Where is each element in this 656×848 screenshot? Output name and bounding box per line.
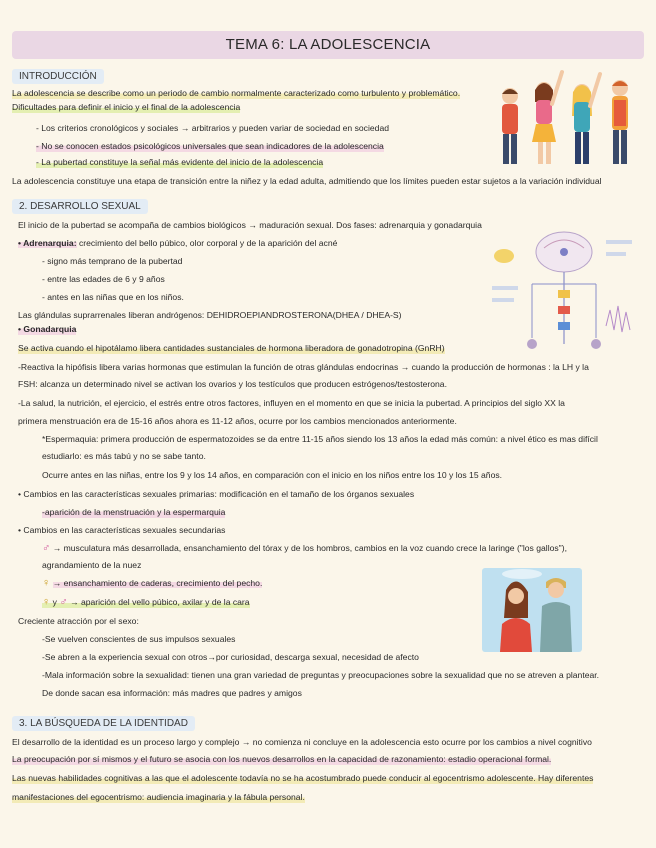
page-title: TEMA 6: LA ADOLESCENCIA [225,36,431,53]
and-conjunction: y [52,597,57,607]
suprarrenales-line: Las glándulas suprarrenales liberan andrógenos: DEHIDROEPIANDROSTERONA(DHEA / DHEA-S) [18,310,402,320]
title-banner [12,31,644,59]
female-symbol-icon: ♀ [42,577,51,589]
attraction-point-3: -Mala información sobre la sexualidad: tienen una gran variedad de preguntas y preocupaciones sobre la sexualidad que no se atreven a plantear. [42,670,600,680]
male-changes-line-2: agrandamiento de la nuez [42,560,142,570]
gonadarquia-label: • Gonadarquia [18,324,77,334]
identity-line-1: El desarrollo de la identidad es un proceso largo y complejo → no comienza ni concluye en la adolescencia esto ocurre por los cambios a nivel cognitivo [12,737,592,747]
adrenarquia-point-2: - entre las edades de 6 y 9 años [42,274,165,284]
identity-line-3: Las nuevas habilidades cognitivas a las que el adolescente todavía no se ha acostumbrado puede conducir al egocentrismo adolescente. Hay diferentes [12,773,594,783]
intro-line-3: - Los criterios cronológicos y sociales → arbitrarios y pueden variar de sociedad en sociedad [36,123,389,133]
intro-line-2: Dificultades para definir el inicio y el final de la adolescencia [12,102,241,112]
attraction-heading: Creciente atracción por el sexo: [18,616,139,626]
espermaquia-line-1: *Espermaquia: primera producción de espermatozoides se da entre 11-15 años siendo los 13 años la edad más común: a nivel ético es mas difícil [42,434,598,444]
female-changes-line [42,578,262,589]
both-changes-line [42,597,250,608]
hormone-diagram-illustration [488,226,640,358]
male-symbol-icon: ♂ [42,542,51,554]
male-symbol-icon-2: ♂ [59,596,68,608]
section-heading-sexual: 2. DESARROLLO SEXUAL [12,199,148,214]
section-heading-identity: 3. LA BÚSQUEDA DE LA IDENTIDAD [12,716,195,731]
intro-line-4: - No se conocen estados psicológicos universales que sean indicadores de la adolescencia [36,141,384,151]
attraction-point-2: -Se abren a la experiencia sexual con otros→por curiosidad, descarga sexual, necesidad de afecto [42,652,419,662]
attraction-point-4: De donde sacan esa información: más madres que padres y amigos [42,688,302,698]
intro-line-6: La adolescencia constituye una etapa de transición entre la niñez y la edad adulta, admitiendo que los límites pueden estar sujetos a la variación individual [12,176,602,186]
teen-couple-illustration [482,568,582,652]
gonadarquia-line-5: primera menstruación era de 15-16 años ahora es 11-12 años, ocurre por los cambios mencionados anteriormente. [18,416,457,426]
section-heading-intro: INTRODUCCIÓN [12,69,104,84]
male-changes-text: → musculatura más desarrollada, ensanchamiento del tórax y de los hombros, cambios en la voz cuando crece la laringe ("los gallos"), [52,543,567,553]
female-changes-text: → ensanchamiento de caderas, crecimiento del pecho. [52,578,263,588]
identity-line-2: La preocupación por sí mismos y el futuro se asocia con los nuevos desarrollos en la capacidad de razonamiento: estadio operacional formal. [12,754,552,764]
primary-characteristics-point: -aparición de la menstruación y la espermarquia [42,507,226,517]
intro-line-1: La adolescencia se describe como un periodo de cambio normalmente caracterizado como turbulento y problemático. [12,88,461,98]
gonadarquia-line-1: Se activa cuando el hipotálamo libera cantidades sustanciales de hormona liberadora de gonadotropina (GnRH) [18,343,445,353]
attraction-point-1: -Se vuelven conscientes de sus impulsos sexuales [42,634,236,644]
adrenarquia-description: crecimiento del bello púbico, olor corporal y de la aparición del acné [76,238,338,248]
gonadarquia-line-3: FSH: alcanza un determinado nivel se activan los ovarios y los testículos que producen estrógenos/testosterona. [18,379,447,389]
intro-line-5: - La pubertad constituye la señal más evidente del inicio de la adolescencia [36,157,324,167]
adrenarquia-line [18,238,337,249]
espermaquia-line-2: estudiarlo: es más tabú y no se sabe tanto. [42,451,206,461]
gonadarquia-line-2: -Reactiva la hipófisis libera varias hormonas que estimulan la función de otras glándulas endocrinas → cuando la producción de hormonas : la LH y la [18,362,589,372]
secondary-characteristics-line: • Cambios en las características sexuales secundarias [18,525,226,535]
adrenarquia-label: • Adrenarquia: [18,238,77,248]
espermaquia-line-3: Ocurre antes en las niñas, entre los 9 y los 14 años, en comparación con el inicio en los niños entre los 10 y los 15 años. [42,470,503,480]
sexual-line-intro: El inicio de la pubertad se acompaña de cambios biológicos → maduración sexual. Dos fases: adrenarquia y gonadarquia [18,220,482,230]
female-symbol-icon-2: ♀ [42,596,51,608]
both-changes-text: → aparición del vello púbico, axilar y de la cara [69,597,250,607]
gonadarquia-line-4: -La salud, la nutrición, el ejercicio, el estrés entre otros factores, influyen en el momento en que se inicia la pubertad. A principios del siglo XX la [18,398,565,408]
primary-characteristics-line: • Cambios en las características sexuales primarias: modificación en el tamaño de los órganos sexuales [18,489,415,499]
male-changes-line [42,543,567,554]
adrenarquia-point-3: - antes en las niñas que en los niños. [42,292,184,302]
identity-line-4: manifestaciones del egocentrismo: audiencia imaginaria y la fábula personal. [12,792,305,802]
adrenarquia-point-1: - signo más temprano de la pubertad [42,256,183,266]
group-of-teenagers-illustration [496,66,644,168]
